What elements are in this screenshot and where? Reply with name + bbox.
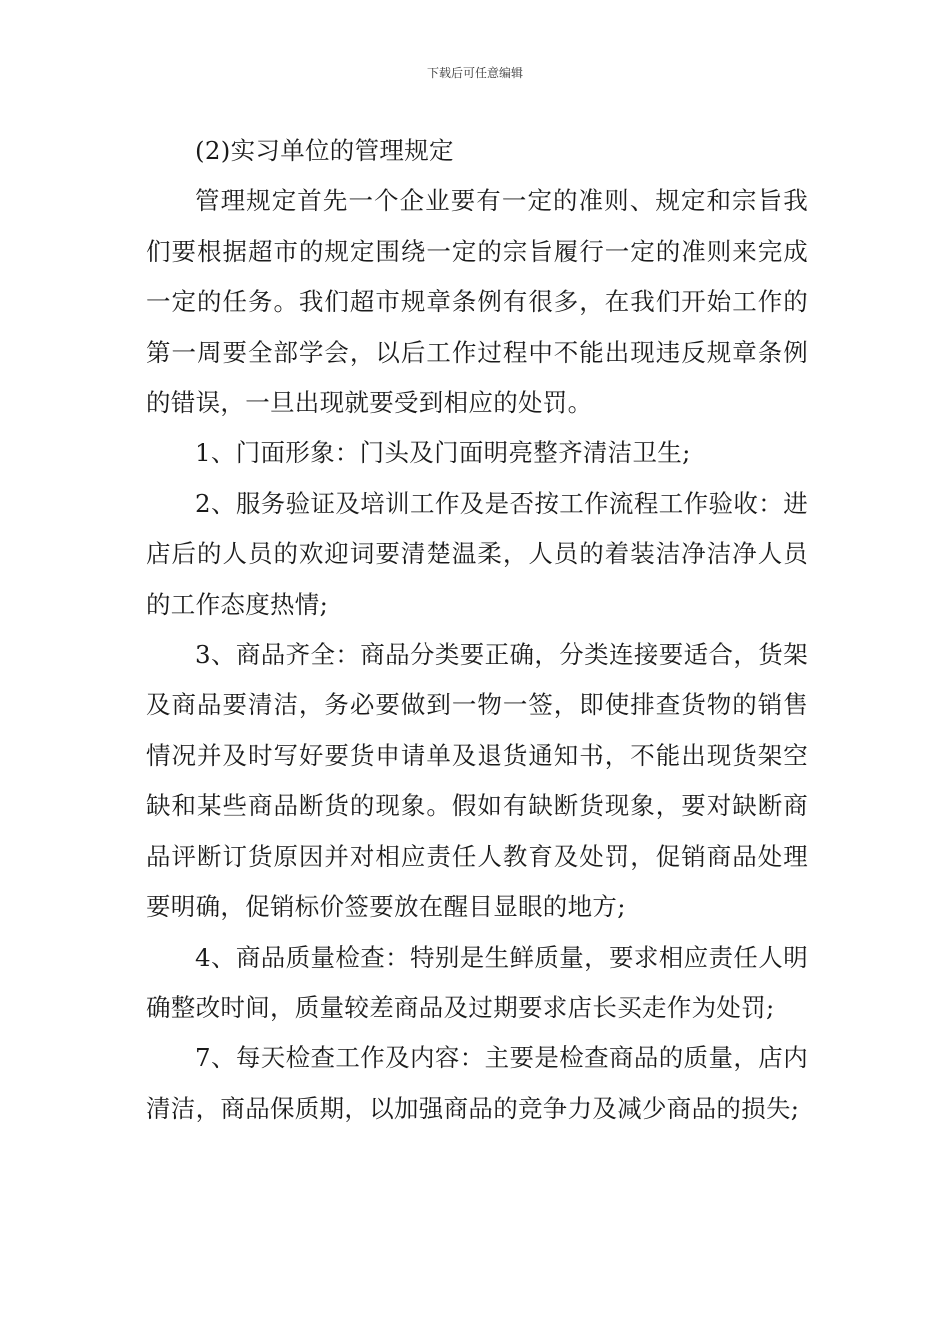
paragraph-intro: 管理规定首先一个企业要有一定的准则、规定和宗旨我们要根据超市的规定围绕一定的宗旨履行一定的准则来完成一定的任务。我们超市规章条例有很多，在我们开始工作的第一周要全部学会，以后工作过程中不能出现违反规章条例的错误，一旦出现就要受到相应的处罚。 xyxy=(146,186,808,418)
document-body xyxy=(146,126,808,1134)
paragraph-item-4: 4、商品质量检查：特别是生鲜质量，要求相应责任人明确整改时间，质量较差商品及过期要求店长买走作为处罚; xyxy=(146,942,808,1022)
paragraph-item-7: 7、每天检查工作及内容：主要是检查商品的质量，店内清洁，商品保质期，以加强商品的竞争力及减少商品的损失; xyxy=(146,1043,808,1123)
paragraph-item-1: 1、门面形象：门头及门面明亮整齐清洁卫生; xyxy=(195,438,691,468)
paragraph-item-2: 2、服务验证及培训工作及是否按工作流程工作验收：进店后的人员的欢迎词要清楚温柔，人员的着装洁净洁净人员的工作态度热情; xyxy=(146,488,808,619)
paragraph-item-3: 3、商品齐全：商品分类要正确，分类连接要适合，货架及商品要清洁，务必要做到一物一签，即使排查货物的销售情况并及时写好要货申请单及退货通知书，不能出现货架空缺和某些商品断货的现象。假如有缺断货现象，要对缺断商品评断订货原因并对相应责任人教育及处罚，促销商品处理要明确，促销标价签要放在醒目显眼的地方; xyxy=(146,640,808,922)
section-heading: (2)实习单位的管理规定 xyxy=(195,136,454,165)
header-note: 下载后可任意编辑 xyxy=(426,66,523,80)
